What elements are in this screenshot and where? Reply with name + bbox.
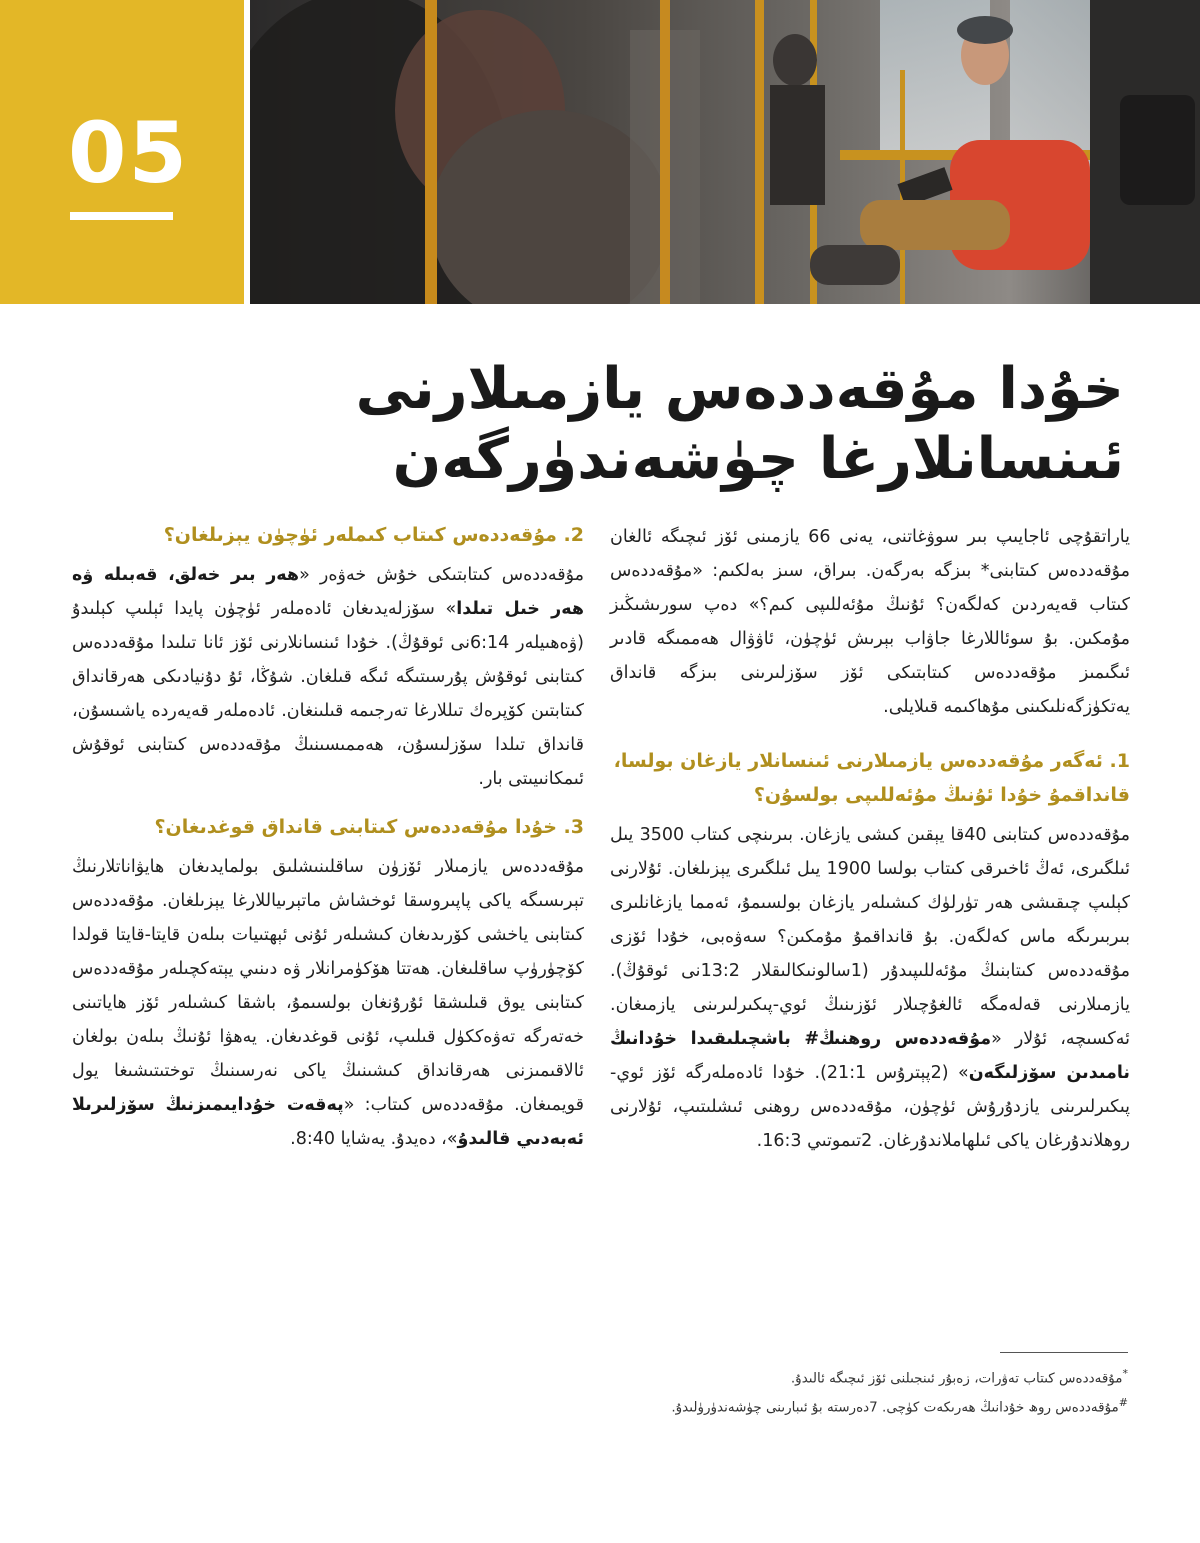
footnote-1-mark: * (1122, 1367, 1128, 1380)
section-3-body-a: مۇقەددەس يازمىلار ئۆزۈن ساقلىنىشلىق بولمايدىغان ھايۋاناتلارنىڭ تېرىسىگە ياكى پاپىروسقا ئوخشاش ماتېرىياللارغا يېزىلغان. مۇقەددەس كىتابنى ياخشى كۆرىدىغان كىشىلەر ئۇنى ئېھتىيات بىلەن قايتا-قايتا قولدا كۆچۈرۈپ ساقلىغان. ھەتتا ھۆكۈمرانلار ۋە دىنىي يېتەكچىلەر مۇقەددەس كىتابنى يوق قىلىشقا ئۇرۇنغان بولسىمۇ، باشقا كىشىلەر ئۆز ھاياتىنى خەتەرگە تەۋەككۈل قىلىپ، ئۇنى قوغدىغان. يەھۋا ئۇنىڭ بىلەن بولغان ئالاقىمىزنى ھەرقانداق كىشىنىڭ ياكى نەرسىنىڭ توختىتىشىغا يول قويمىغان. مۇقەددەس كىتاب: « (72, 857, 584, 1115)
section-1-body (610, 818, 1130, 1158)
page-title-line-1: خۇدا مۇقەددەس يازمىلارنى (355, 356, 1124, 422)
section-1-question (610, 744, 1130, 812)
section-1-body-bold: مۇقەددەس روھنىڭ# باشچىلىقىدا خۇدانىڭ نامىدىن سۆزلىگەن (610, 1029, 1130, 1083)
section-2-question (72, 518, 584, 552)
footnote-divider (1000, 1352, 1128, 1353)
section-1-body-a: مۇقەددەس كىتابنى 40قا يېقىن كىشى يازغان. بىرىنچى كىتاب 3500 يىل ئىلگىرى، ئەڭ ئاخىرقى كىتاب بولسا 1900 يىل ئىلگىرى يېزىلغان. ئۇلارنى كېلىپ چىقىشى ھەر تۈرلۈك كىشىلەر يازغان بولسىمۇ، ئەمما يازغانلىرى بىربىرىگە ماس كەلگەن. بۇ قانداقمۇ مۇمكىن؟ سەۋەبى، خۇدا ئۆزى مۇقەددەس كىتابنىڭ مۇئەللىپىدۇر (1سالونىكالىقلار 13:2نى ئوقۇڭ). يازمىلارنى قەلەمگە ئالغۇچىلار ئۆزىنىڭ ئوي-پىكىرلىرىنى يازمىغان. ئەكسىچە، ئۇلار « (610, 825, 1131, 1049)
section-3-body (72, 850, 584, 1156)
footnote-1-text: مۇقەددەس كىتاب تەۋرات، زەبۇر ئىنجىلنى ئۆز ئىچىگە ئالىدۇ. (790, 1370, 1123, 1387)
footnotes (640, 1362, 1128, 1419)
section-2-number: 2. (563, 524, 584, 546)
lesson-number-underline (70, 212, 173, 220)
footnote-1 (640, 1362, 1128, 1391)
section-1-body-b: » (2پېترۇس 21:1). خۇدا ئادەملەرگە ئۆز ئوي-پىكىرلىرىنى يازدۇرۇش ئۈچۈن، مۇقەددەس روھنى ئىشلىتىپ، ئۇلارنى روھلاندۇرغان ياكى ئىلھاملاندۇرغان. 2تىموتىي 16:3. (610, 1063, 1130, 1151)
intro-paragraph: ياراتقۇچى ئاجايىپ بىر سوۋغاتنى، يەنى 66 يازمىنى ئۆز ئىچىگە ئالغان مۇقەددەس كىتابنى* بىزگە بەرگەن. بىراق، سىز بەلكىم: «مۇقەددەس كىتاب قەيەردىن كەلگەن؟ ئۇنىڭ مۇئەللىپى كىم؟» دەپ سورىشىڭىز مۇمكىن. بۇ سوئاللارغا جاۋاب بېرىش ئۈچۈن، ئاۋۋال ھەممىگە قادىر ئىگىمىز مۇقەددەس كىتابتىكى ئۆز سۆزلىرىنى بىزگە قانداق يەتكۈزگەنلىكىنى مۇھاكىمە قىلايلى. (610, 527, 1130, 717)
section-2-question-text: مۇقەددەس كىتاب كىملەر ئۈچۈن يېزىلغان؟ (163, 524, 557, 546)
lesson-header (0, 0, 1200, 304)
section-2-body-b: » سۆزلەيدىغان ئادەملەر ئۈچۈن پايدا ئېلىپ كېلىدۇ (ۋەھىيلەر 6:14نى ئوقۇڭ). خۇدا ئىنسانلارنى ئۆز ئانا تىلىدا مۇقەددەس كىتابنى ئوقۇش پۇرسىتىگە ئىگە قىلغان. شۇڭا، ئۇ دۇنيادىكى ھەرقانداق كىتابتىن كۆپرەك تىللارغا تەرجىمە قىلىنغان. ئادەملەر قەيەردە ياشىسۇن، قانداق تىلدا سۆزلىسۇن، ھەممىسىنىڭ مۇقەددەس كىتابنى ئوقۇش ئىمكانىيىتى بار. (72, 599, 584, 789)
section-3-number: 3. (563, 816, 584, 838)
section-3-question-text: خۇدا مۇقەددەس كىتابنى قانداق قوغدىغان؟ (154, 816, 557, 838)
footnote-2-text: مۇقەددەس روھ خۇدانىڭ ھەرىكەت كۈچى. 7دەرستە بۇ ئىبارىنى چۈشەندۈرۈلىدۇ. (671, 1399, 1119, 1415)
footnote-2-mark: # (1118, 1395, 1128, 1409)
footnote-2 (640, 1391, 1128, 1420)
header-photo-bus-reader (250, 0, 1200, 304)
bus-interior-illustration (250, 0, 1200, 304)
page-title (124, 354, 1124, 494)
section-1-number: 1. (1109, 750, 1130, 772)
section-1-question-text: ئەگەر مۇقەددەس يازمىلارنى ئىنسانلار يازغان بولسا، قانداقمۇ خۇدا ئۇنىڭ مۇئەللىپى بولسۇن؟ (613, 750, 1130, 806)
left-column (72, 518, 584, 1170)
section-2-body-a: مۇقەددەس كىتابتىكى خۇش خەۋەر « (299, 565, 584, 585)
section-3-body-b: »، دەيدۇ. يەشايا 8:40. (290, 1129, 458, 1149)
section-2-body-bold: ھەر بىر خەلق، قەبىلە ۋە ھەر خىل تىلدا (72, 565, 584, 619)
page-title-line-2: ئىنسانلارغا چۈشەندۈرگەن (392, 426, 1124, 492)
section-2-body (72, 558, 584, 796)
lesson-number: 05 (68, 104, 189, 202)
section-3-question (72, 810, 584, 844)
lesson-number-block (0, 0, 244, 304)
section-3-body-bold: پەقەت خۇدايىمىزنىڭ سۆزلىرىلا ئەبەدىي قالىدۇ (72, 1095, 584, 1149)
right-column (610, 520, 1130, 1172)
